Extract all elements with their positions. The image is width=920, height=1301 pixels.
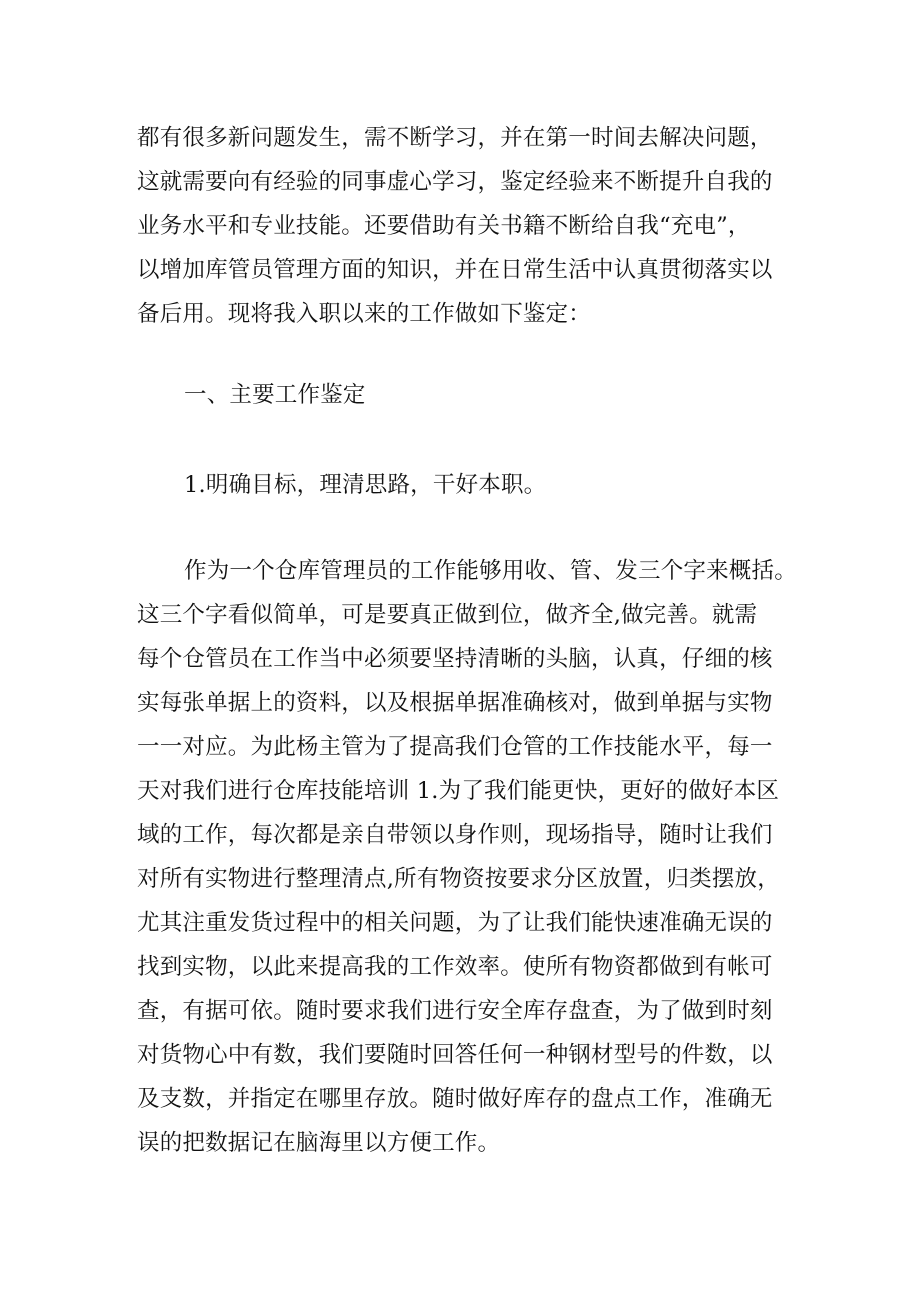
paragraph-line: 天对我们进行仓库技能培训 1.为了我们能更快，更好的做好本区: [137, 778, 780, 804]
paragraph-2: [137, 549, 797, 1165]
paragraph-line: 每个仓管员在工作当中必须要坚持清晰的头脑，认真，仔细的核: [137, 646, 773, 672]
subsection-heading: [137, 463, 797, 507]
paragraph-line: 业务水平和专业技能。还要借助有关书籍不断给自我“充电”，: [137, 213, 751, 239]
paragraph-line: 一一对应。为此杨主管为了提高我们仓管的工作技能水平，每一: [137, 734, 773, 760]
paragraph-line: 这三个字看似简单，可是要真正做到位，做齐全,做完善。就需: [137, 602, 758, 628]
paragraph-line: 误的把数据记在脑海里以方便工作。: [137, 1130, 501, 1156]
paragraph-line: 备后用。现将我入职以来的工作做如下鉴定：: [137, 301, 592, 327]
paragraph-line: 尤其注重发货过程中的相关问题，为了让我们能快速准确无误的: [137, 910, 773, 936]
paragraph-line: 对货物心中有数，我们要随时回答任何一种钢材型号的件数，以: [137, 1042, 773, 1068]
paragraph-line: 作为一个仓库管理员的工作能够用收、管、发三个字来概括。: [184, 558, 797, 584]
paragraph-line: 对所有实物进行整理清点,所有物资按要求分区放置，归类摆放，: [137, 866, 780, 892]
section-heading: [137, 373, 797, 417]
paragraph-1: [137, 116, 797, 336]
paragraph-line: 域的工作，每次都是亲自带领以身作则，现场指导，随时让我们: [137, 822, 773, 848]
section-heading-text: 一、主要工作鉴定: [184, 382, 366, 408]
paragraph-line: 以增加库管员管理方面的知识，并在日常生活中认真贯彻落实以: [137, 257, 773, 283]
paragraph-line: 这就需要向有经验的同事虚心学习，鉴定经验来不断提升自我的: [137, 169, 773, 195]
paragraph-line: 都有很多新问题发生，需不断学习，并在第一时间去解决问题，: [137, 125, 773, 151]
paragraph-line: 及支数，并指定在哪里存放。随时做好库存的盘点工作，准确无: [137, 1086, 773, 1112]
paragraph-line: 查，有据可依。随时要求我们进行安全库存盘查，为了做到时刻: [137, 998, 773, 1024]
paragraph-line: 找到实物，以此来提高我的工作效率。使所有物资都做到有帐可: [137, 954, 773, 980]
subsection-heading-text: 1.明确目标，理清思路，干好本职。: [184, 472, 547, 498]
paragraph-line: 实每张单据上的资料，以及根据单据准确核对，做到单据与实物: [137, 690, 773, 716]
